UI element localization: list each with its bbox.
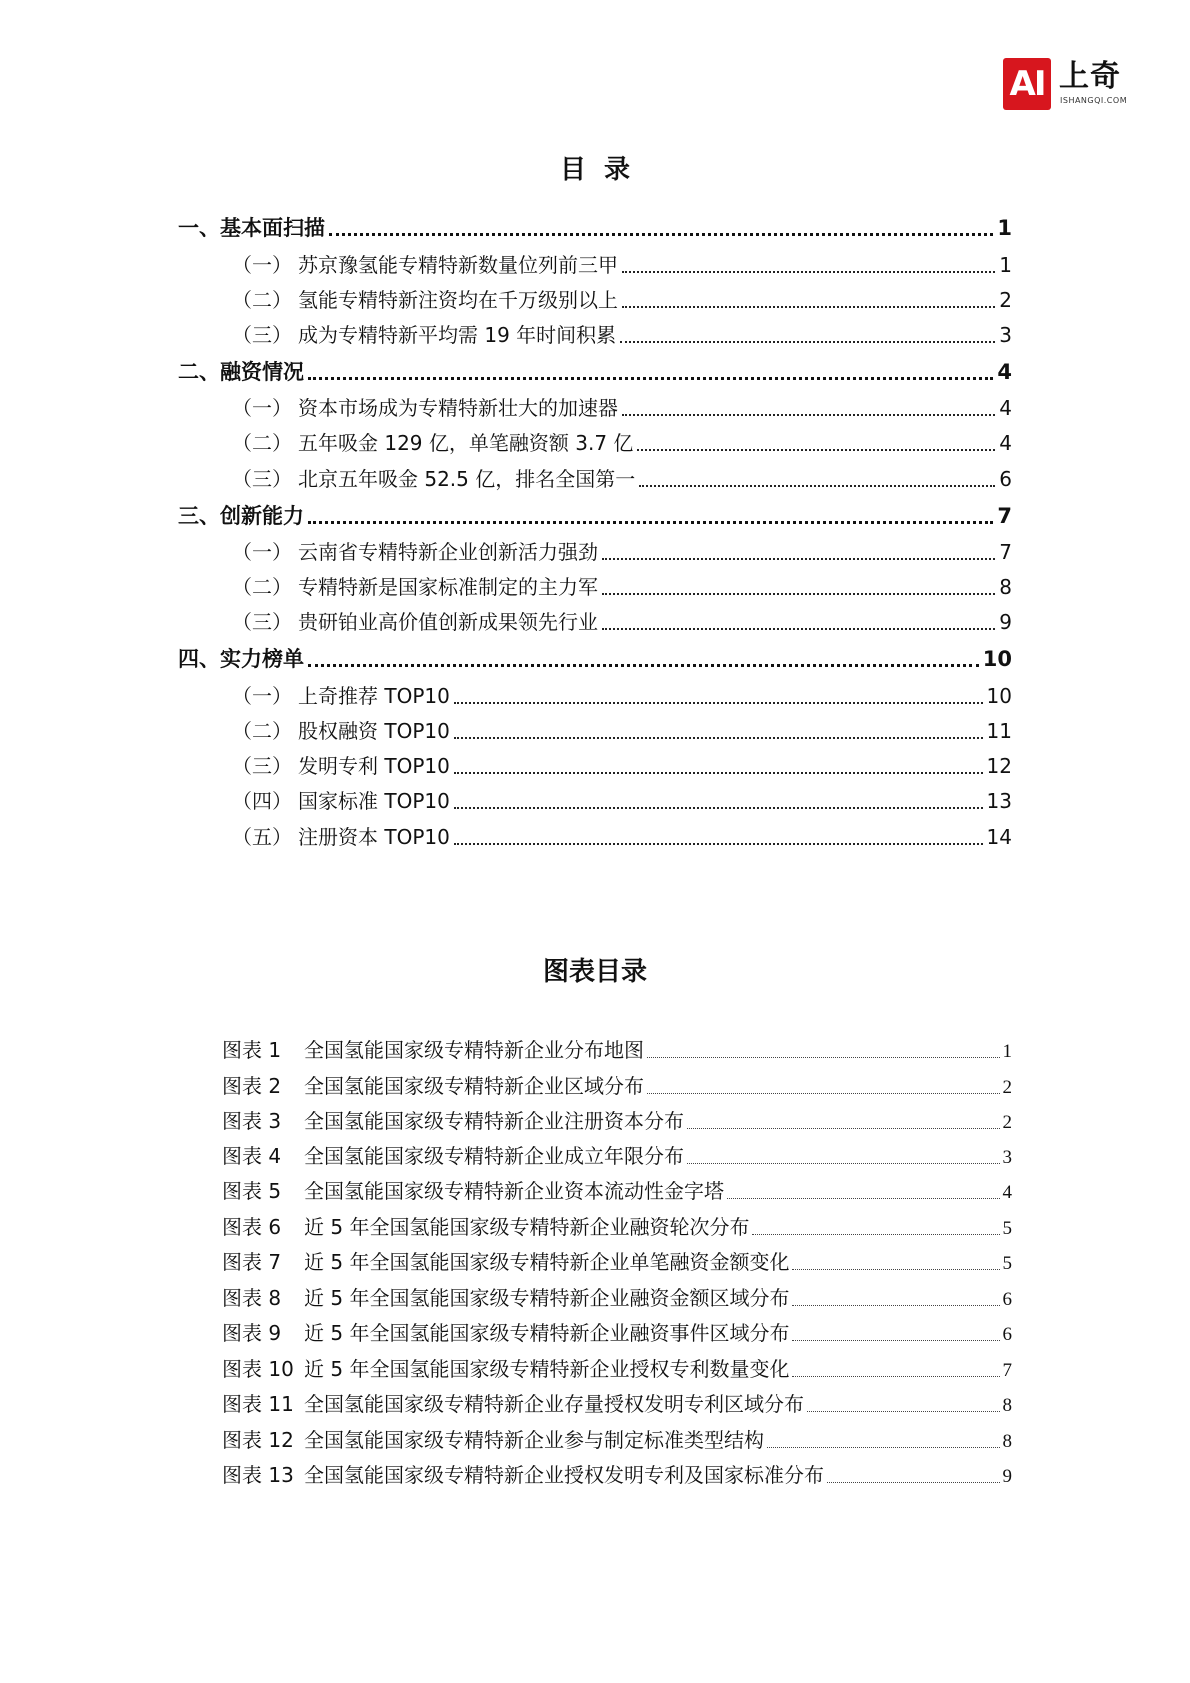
dot-leader xyxy=(454,843,983,845)
figure-entry-page: 3 xyxy=(1002,1147,1012,1168)
figure-list-entry[interactable] xyxy=(222,1283,1012,1313)
figure-entry-label: 近 5 年全国氢能国家级专精特新企业融资金额区域分布 xyxy=(304,1286,790,1310)
toc-entry-page: 13 xyxy=(986,789,1012,813)
toc-entry-number: （二） xyxy=(232,575,292,599)
figure-entry-number: 图表 8 xyxy=(222,1286,282,1310)
toc-entry-page: 7 xyxy=(999,540,1012,564)
toc-entry-label: 融资情况 xyxy=(220,360,304,384)
dot-leader xyxy=(727,1198,1000,1199)
toc-entry-label: 基本面扫描 xyxy=(220,216,325,240)
toc-entry-number: （二） xyxy=(232,288,292,312)
figure-entry-label: 全国氢能国家级专精特新企业授权发明专利及国家标准分布 xyxy=(304,1463,824,1487)
toc-section-entry[interactable] xyxy=(232,572,1012,602)
toc-entry-page: 8 xyxy=(999,575,1012,599)
figure-entry-label: 近 5 年全国氢能国家级专精特新企业授权专利数量变化 xyxy=(304,1357,790,1381)
toc-entry-page: 3 xyxy=(999,323,1012,347)
figure-list-title: 图表目录 xyxy=(542,957,647,987)
figure-entry-page: 5 xyxy=(1002,1253,1012,1274)
figure-entry-number: 图表 4 xyxy=(222,1144,282,1168)
figure-entry-label: 全国氢能国家级专精特新企业参与制定标准类型结构 xyxy=(304,1428,764,1452)
figure-list-entry[interactable] xyxy=(222,1106,1012,1136)
toc-entry-label: 五年吸金 129 亿，单笔融资额 3.7 亿 xyxy=(298,431,634,455)
toc-entry-number: （三） xyxy=(232,323,292,347)
dot-leader xyxy=(767,1447,1000,1448)
toc-entry-page: 4 xyxy=(999,431,1012,455)
toc-entry-label: 资本市场成为专精特新壮大的加速器 xyxy=(298,396,618,420)
toc-entry-page: 7 xyxy=(997,504,1012,528)
logo-name: 上奇 xyxy=(1059,59,1121,94)
toc-entry-label: 实力榜单 xyxy=(220,647,304,671)
dot-leader xyxy=(308,521,993,524)
dot-leader xyxy=(454,702,983,704)
toc-entry-number: （二） xyxy=(232,431,292,455)
toc-entry-number: 三、 xyxy=(178,504,220,528)
toc-section-entry[interactable] xyxy=(232,751,1012,781)
toc-section-entry[interactable] xyxy=(232,786,1012,816)
dot-leader xyxy=(329,233,993,236)
figure-entry-number: 图表 1 xyxy=(222,1038,282,1062)
toc-entry-number: 二、 xyxy=(178,360,220,384)
toc-entry-label: 注册资本 TOP10 xyxy=(298,825,450,849)
figure-list-entry[interactable] xyxy=(222,1176,1012,1206)
toc-entry-page: 14 xyxy=(986,825,1012,849)
figure-entry-page: 8 xyxy=(1002,1431,1012,1452)
figure-list-entry[interactable] xyxy=(222,1141,1012,1171)
logo-mark: AI xyxy=(1003,58,1051,110)
dot-leader xyxy=(622,271,995,273)
dot-leader xyxy=(637,449,995,451)
figure-entry-page: 9 xyxy=(1002,1466,1012,1487)
dot-leader xyxy=(752,1234,999,1235)
toc-entry-label: 创新能力 xyxy=(220,504,304,528)
toc-section-entry[interactable] xyxy=(232,537,1012,567)
dot-leader xyxy=(602,593,995,595)
toc-section-entry[interactable] xyxy=(232,607,1012,637)
figure-list-entry[interactable] xyxy=(222,1460,1012,1490)
toc-entry-label: 专精特新是国家标准制定的主力军 xyxy=(298,575,598,599)
figure-list-entry[interactable] xyxy=(222,1425,1012,1455)
figure-list-entry[interactable] xyxy=(222,1071,1012,1101)
figure-entry-label: 近 5 年全国氢能国家级专精特新企业单笔融资金额变化 xyxy=(304,1250,790,1274)
toc-entry-label: 上奇推荐 TOP10 xyxy=(298,684,450,708)
toc-chapter-entry[interactable] xyxy=(178,213,1012,243)
logo-site: ISHANGQI.COM xyxy=(1060,96,1128,105)
dot-leader xyxy=(792,1269,999,1270)
toc-title: 目录 xyxy=(559,155,648,185)
toc-entry-label: 云南省专精特新企业创新活力强劲 xyxy=(298,540,598,564)
figure-list-entry[interactable] xyxy=(222,1389,1012,1419)
dot-leader xyxy=(807,1411,1000,1412)
brand-logo xyxy=(1003,58,1129,112)
dot-leader xyxy=(792,1340,999,1341)
figure-entry-number: 图表 13 xyxy=(222,1463,294,1487)
figure-entry-page: 6 xyxy=(1002,1289,1012,1310)
toc-entry-number: 一、 xyxy=(178,216,220,240)
dot-leader xyxy=(687,1128,1000,1129)
toc-entry-number: 四、 xyxy=(178,647,220,671)
dot-leader xyxy=(454,737,983,739)
figure-entry-label: 近 5 年全国氢能国家级专精特新企业融资事件区域分布 xyxy=(304,1321,790,1345)
figure-entry-number: 图表 3 xyxy=(222,1109,282,1133)
toc-chapter-entry[interactable] xyxy=(178,501,1012,531)
dot-leader xyxy=(687,1163,1000,1164)
figure-list-entry[interactable] xyxy=(222,1354,1012,1384)
figure-entry-page: 8 xyxy=(1002,1395,1012,1416)
figure-entry-label: 全国氢能国家级专精特新企业区域分布 xyxy=(304,1074,644,1098)
toc-entry-label: 贵研铂业高价值创新成果领先行业 xyxy=(298,610,598,634)
dot-leader xyxy=(647,1057,1000,1058)
dot-leader xyxy=(620,341,995,343)
toc-entry-page: 10 xyxy=(982,647,1012,671)
toc-entry-page: 1 xyxy=(997,216,1012,240)
figure-entry-page: 2 xyxy=(1002,1112,1012,1133)
figure-entry-label: 全国氢能国家级专精特新企业注册资本分布 xyxy=(304,1109,684,1133)
toc-section-entry[interactable] xyxy=(232,822,1012,852)
toc-entry-number: （五） xyxy=(232,825,292,849)
toc-section-entry[interactable] xyxy=(232,285,1012,315)
figure-list-entry[interactable] xyxy=(222,1035,1012,1065)
toc-chapter-entry[interactable] xyxy=(178,357,1012,387)
toc-chapter-entry[interactable] xyxy=(178,644,1012,674)
toc-section-entry[interactable] xyxy=(232,393,1012,423)
dot-leader xyxy=(602,558,995,560)
dot-leader xyxy=(792,1305,999,1306)
figure-entry-number: 图表 6 xyxy=(222,1215,282,1239)
toc-entry-page: 9 xyxy=(999,610,1012,634)
dot-leader xyxy=(647,1093,1000,1094)
dot-leader xyxy=(622,414,995,416)
toc-entry-number: （一） xyxy=(232,396,292,420)
figure-entry-page: 7 xyxy=(1002,1360,1012,1381)
toc-entry-number: （一） xyxy=(232,253,292,277)
figure-entry-page: 5 xyxy=(1002,1218,1012,1239)
toc-entry-page: 2 xyxy=(999,288,1012,312)
toc-entry-label: 苏京豫氢能专精特新数量位列前三甲 xyxy=(298,253,618,277)
figure-entry-label: 近 5 年全国氢能国家级专精特新企业融资轮次分布 xyxy=(304,1215,750,1239)
figure-list-entry[interactable] xyxy=(222,1247,1012,1277)
figure-entry-page: 1 xyxy=(1002,1041,1012,1062)
toc-section-entry[interactable] xyxy=(232,320,1012,350)
toc-entry-number: （三） xyxy=(232,754,292,778)
toc-entry-label: 成为专精特新平均需 19 年时间积累 xyxy=(298,323,617,347)
figure-entry-number: 图表 10 xyxy=(222,1357,294,1381)
figure-entry-label: 全国氢能国家级专精特新企业分布地图 xyxy=(304,1038,644,1062)
toc-entry-label: 发明专利 TOP10 xyxy=(298,754,450,778)
toc-entry-page: 6 xyxy=(999,467,1012,491)
dot-leader xyxy=(639,485,995,487)
toc-entry-label: 北京五年吸金 52.5 亿，排名全国第一 xyxy=(298,467,636,491)
dot-leader xyxy=(454,807,983,809)
toc-entry-number: （四） xyxy=(232,789,292,813)
figure-entry-label: 全国氢能国家级专精特新企业资本流动性金字塔 xyxy=(304,1179,724,1203)
figure-entry-page: 4 xyxy=(1002,1182,1012,1203)
dot-leader xyxy=(308,664,979,667)
figure-entry-number: 图表 2 xyxy=(222,1074,282,1098)
figure-entry-number: 图表 9 xyxy=(222,1321,282,1345)
toc-section-entry[interactable] xyxy=(232,681,1012,711)
dot-leader xyxy=(827,1482,1000,1483)
toc-entry-number: （一） xyxy=(232,684,292,708)
figure-list-entry[interactable] xyxy=(222,1212,1012,1242)
dot-leader xyxy=(622,306,995,308)
toc-entry-page: 4 xyxy=(997,360,1012,384)
toc-entry-page: 1 xyxy=(999,253,1012,277)
toc-entry-page: 12 xyxy=(986,754,1012,778)
figure-entry-number: 图表 11 xyxy=(222,1392,294,1416)
toc-entry-number: （三） xyxy=(232,467,292,491)
dot-leader xyxy=(792,1376,999,1377)
figure-entry-number: 图表 7 xyxy=(222,1250,282,1274)
toc-entry-number: （二） xyxy=(232,719,292,743)
toc-entry-label: 股权融资 TOP10 xyxy=(298,719,450,743)
figure-entry-label: 全国氢能国家级专精特新企业成立年限分布 xyxy=(304,1144,684,1168)
toc-entry-page: 11 xyxy=(986,719,1012,743)
toc-entry-number: （一） xyxy=(232,540,292,564)
figure-entry-number: 图表 12 xyxy=(222,1428,294,1452)
figure-entry-page: 2 xyxy=(1002,1077,1012,1098)
toc-entry-number: （三） xyxy=(232,610,292,634)
toc-section-entry[interactable] xyxy=(232,716,1012,746)
toc-entry-label: 氢能专精特新注资均在千万级别以上 xyxy=(298,288,618,312)
toc-section-entry[interactable] xyxy=(232,250,1012,280)
dot-leader xyxy=(308,377,993,380)
figure-entry-label: 全国氢能国家级专精特新企业存量授权发明专利区域分布 xyxy=(304,1392,804,1416)
toc-section-entry[interactable] xyxy=(232,464,1012,494)
figure-list-entry[interactable] xyxy=(222,1318,1012,1348)
dot-leader xyxy=(602,628,995,630)
toc-entry-page: 4 xyxy=(999,396,1012,420)
toc-entry-page: 10 xyxy=(986,684,1012,708)
figure-entry-number: 图表 5 xyxy=(222,1179,282,1203)
toc-section-entry[interactable] xyxy=(232,428,1012,458)
figure-entry-page: 6 xyxy=(1002,1324,1012,1345)
toc-entry-label: 国家标准 TOP10 xyxy=(298,789,450,813)
dot-leader xyxy=(454,772,983,774)
